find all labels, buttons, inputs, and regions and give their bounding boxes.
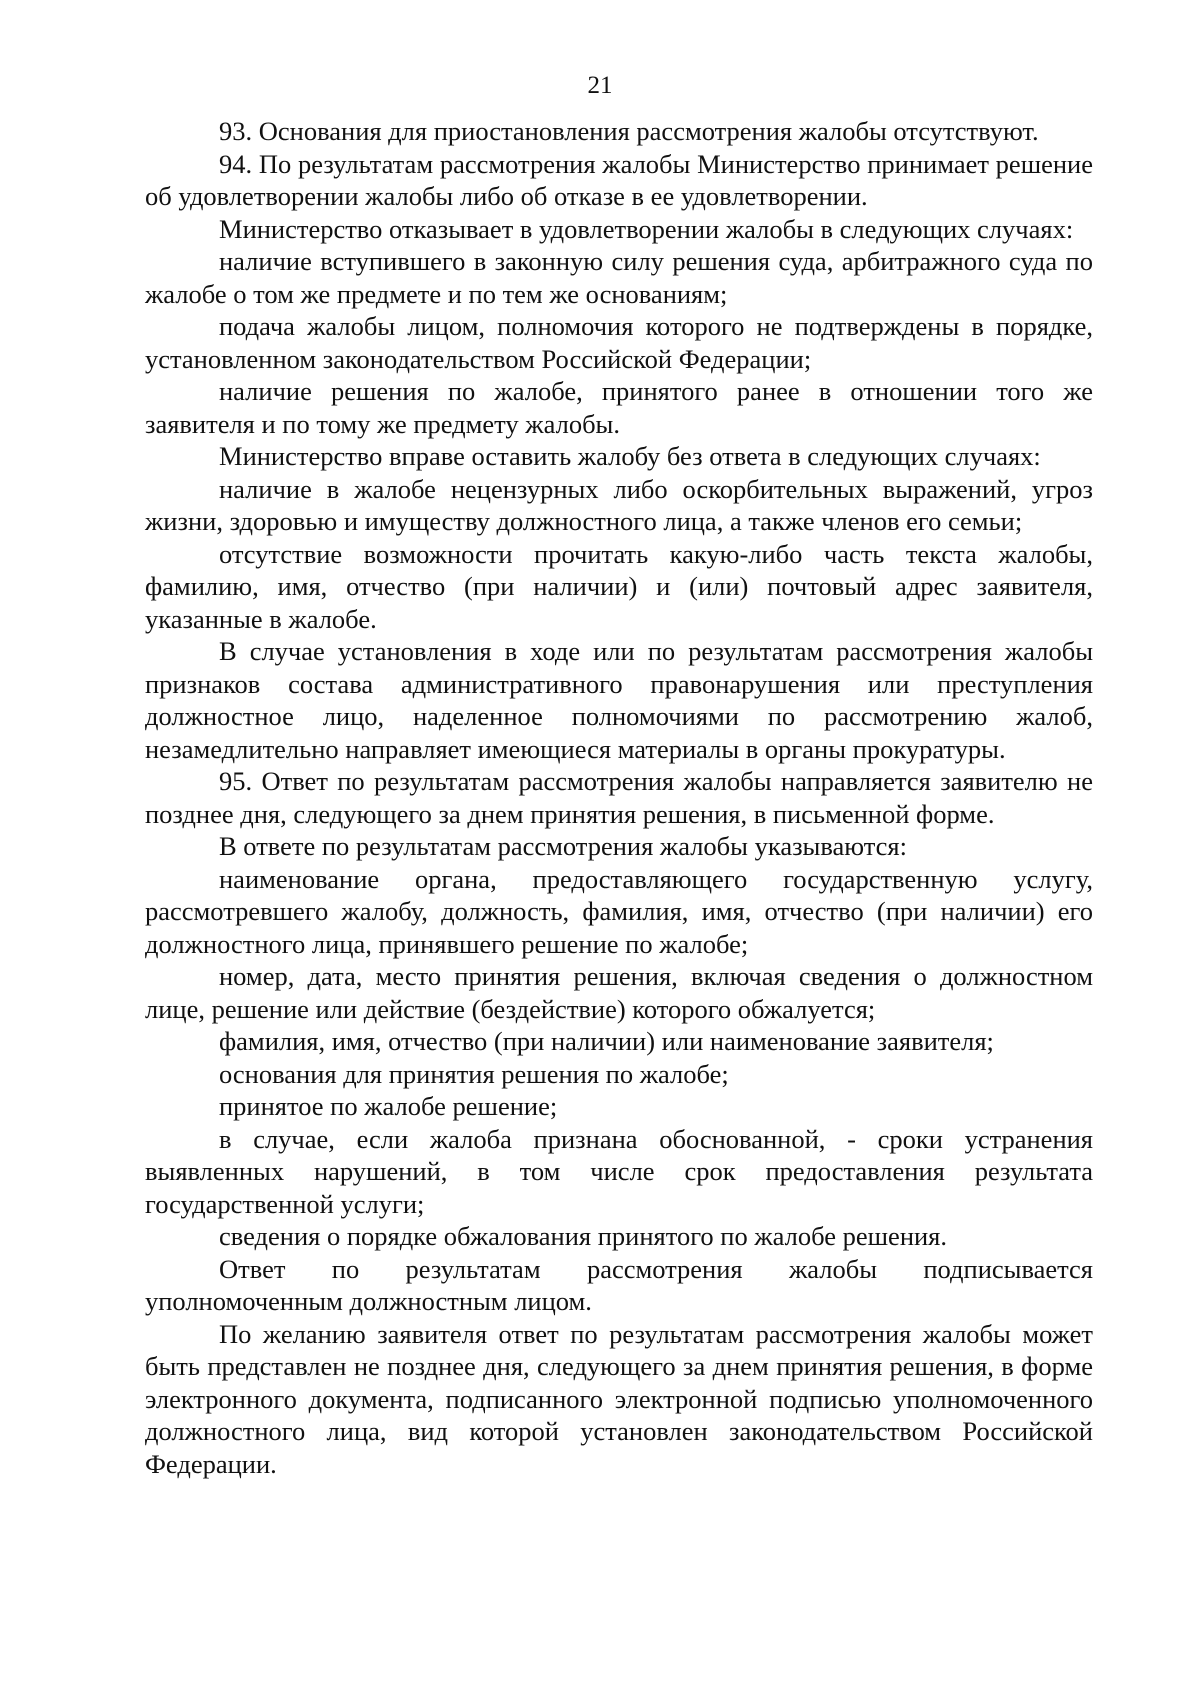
paragraph-refusal-intro: Министерство отказывает в удовлетворении жалобы в следующих случаях: [219,213,1074,244]
paragraph-answer-decision-details: номер, дата, место принятия решения, включая сведения о должностном лице, решение или действие (бездействие) которого обжалуется; [145,961,1093,1024]
paragraph-no-answer-intro: Министерство вправе оставить жалобу без ответа в следующих случаях: [219,441,1041,471]
paragraph-93: 93. Основания для приостановления рассмотрения жалобы отсутствуют. [219,116,1039,146]
paragraph-answer-deadlines: в случае, если жалоба признана обоснованной, - сроки устранения выявленных нарушений, в том числе срок предоставления результата государственной услуги; [145,1123,1093,1219]
paragraph-answer-grounds: основания для принятия решения по жалобе; [219,1058,729,1089]
paragraph-refusal-unauthorized: подача жалобы лицом, полномочия которого не подтверждены в порядке, установленном законодательством Российской Федерации; [145,311,1093,374]
paragraph-answer-authority: наименование органа, предоставляющего государственную услугу, рассмотревшего жалобу, должность, фамилия, имя, отчество (при наличии) его должностного лица, принявшего решение по жалобе; [145,863,1093,959]
paragraph-prosecution-referral: В случае установления в ходе или по результатам рассмотрения жалобы признаков состава административного правонарушения или преступления должностное лицо, наделенное полномочиями по рассмотрению жалоб, незамедлительно направляет имеющиеся материалы в органы прокуратуры. [145,636,1093,764]
paragraph-no-answer-unreadable: отсутствие возможности прочитать какую-либо часть текста жалобы, фамилию, имя, отчество (при наличии) и (или) почтовый адрес заявителя, указанные в жалобе. [145,538,1093,634]
paragraph-answer-contents-intro: В ответе по результатам рассмотрения жалобы указываются: [219,831,907,861]
paragraph-answer-signature: Ответ по результатам рассмотрения жалобы подписывается уполномоченным должностным лицом. [145,1253,1093,1316]
paragraph-answer-applicant: фамилия, имя, отчество (при наличии) или наименование заявителя; [219,1026,994,1056]
paragraph-answer-decision: принятое по жалобе решение; [219,1091,558,1121]
paragraph-answer-appeal: сведения о порядке обжалования принятого по жалобе решения. [219,1221,947,1251]
paragraph-electronic-answer: По желанию заявителя ответ по результатам рассмотрения жалобы может быть представлен не позднее дня, следующего за днем принятия решения, в форме электронного документа, подписанного электронной подписью уполномоченного должностного лица, вид которой установлен законодательством Российской Федерации. [145,1318,1093,1479]
paragraph-95: 95. Ответ по результатам рассмотрения жалобы направляется заявителю не позднее дня, следующего за днем принятия решения, в письменной форме. [145,766,1093,829]
paragraph-refusal-court-decision: наличие вступившего в законную силу решения суда, арбитражного суда по жалобе о том же предмете и по тем же основаниям; [145,246,1093,309]
page-number: 21 [587,72,613,99]
paragraph-94: 94. По результатам рассмотрения жалобы Министерство принимает решение об удовлетворении жалобы либо об отказе в ее удовлетворении. [145,148,1093,211]
document-body [145,115,1093,1480]
paragraph-no-answer-obscene: наличие в жалобе нецензурных либо оскорбительных выражений, угроз жизни, здоровью и имуществу должностного лица, а также членов его семьи; [145,473,1093,536]
paragraph-refusal-prior-decision: наличие решения по жалобе, принятого ранее в отношении того же заявителя и по тому же предмету жалобы. [145,376,1093,439]
